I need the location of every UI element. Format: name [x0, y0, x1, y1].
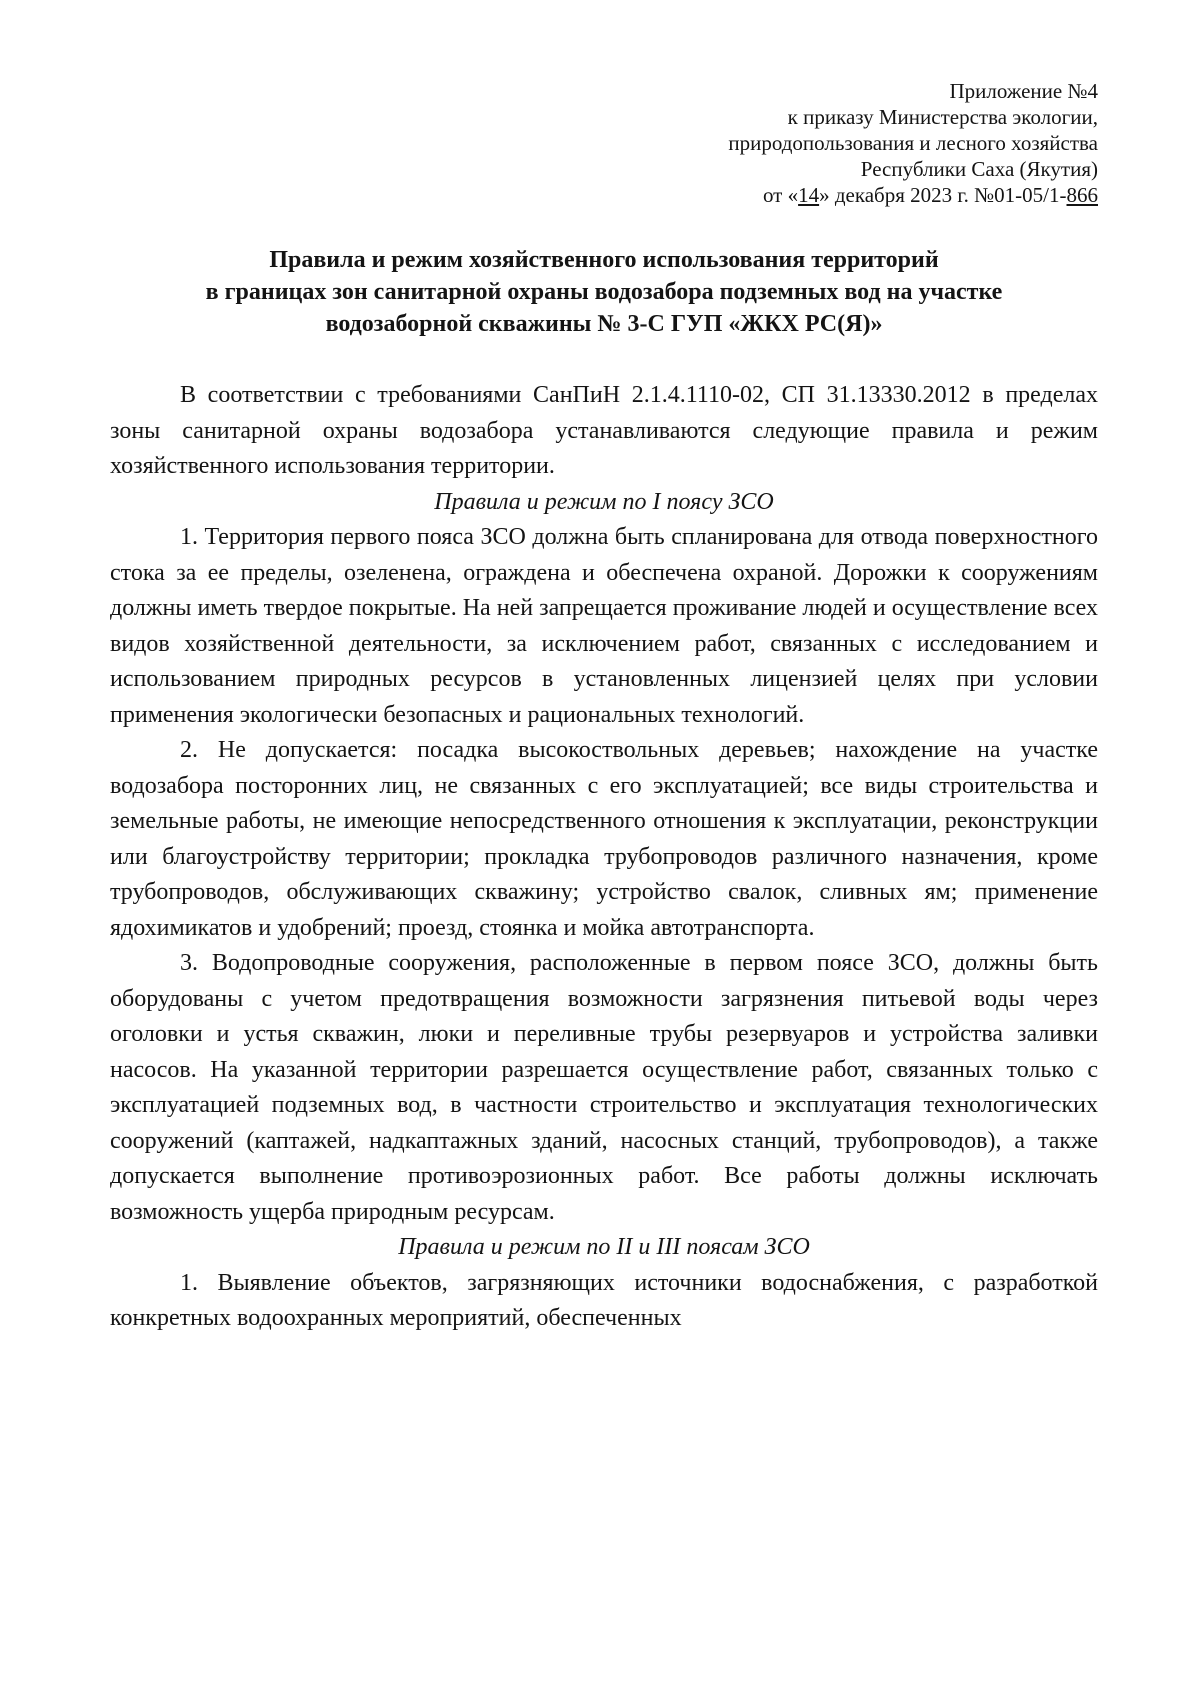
appendix-republic: Республики Саха (Якутия) [860, 157, 1098, 181]
appendix-number: Приложение №4 [949, 79, 1098, 103]
section-2-heading: Правила и режим по II и III поясам ЗСО [398, 1234, 810, 1260]
appendix-ministry: природопользования и лесного хозяйства [728, 131, 1098, 155]
title-line-1: Правила и режим хозяйственного использования территорий [269, 247, 939, 273]
title-line-3: водозаборной скважины № 3-С ГУП «ЖКХ РС(Я)» [325, 311, 883, 337]
date-middle: » декабря 2023 г. №01-05/1- [819, 183, 1067, 207]
document-title [110, 244, 1098, 340]
document-page [110, 78, 1098, 1337]
appendix-order-ref: к приказу Министерства экологии, [787, 105, 1098, 129]
section-1-item-3: 3. Водопроводные сооружения, расположенные в первом поясе ЗСО, должны быть оборудованы с учетом предотвращения возможности загрязнения питьевой воды через оголовки и устья скважин, люки и переливные трубы резервуаров и устройства заливки насосов. На указанной территории разрешается осуществление работ, связанных только с эксплуатацией подземных вод, в частности строительство и эксплуатация технологических сооружений (каптажей, надкаптажных зданий, насосных станций, трубопроводов), а также допускается выполнение противоэрозионных работ. Все работы должны исключать возможность ущерба природным ресурсам. [110, 950, 1098, 1225]
date-day: 14 [798, 183, 820, 207]
order-number: 866 [1066, 183, 1098, 207]
section-1-item-1: 1. Территория первого пояса ЗСО должна быть спланирована для отвода поверхностного стока за ее пределы, озеленена, ограждена и обеспечена охраной. Дорожки к сооружениям должны иметь твердое покрытые. На ней запрещается проживание людей и осуществление всех видов хозяйственной деятельности, за исключением работ, связанных с исследованием и использованием природных ресурсов в установленных лицензией целях при условии применения экологически безопасных и рациональных технологий. [110, 524, 1098, 728]
section-1-heading: Правила и режим по I поясу ЗСО [434, 488, 774, 515]
date-prefix: от « [762, 183, 799, 207]
section-2-item-1 [110, 1266, 1098, 1337]
document-body [110, 378, 1098, 1337]
appendix-header [110, 78, 1098, 208]
section-2-item-1-line-2: разработкой конкретных водоохранных мероприятий, обеспеченных [110, 1269, 1099, 1331]
intro-paragraph: В соответствии с требованиями СанПиН 2.1.4.1110-02, СП 31.13330.2012 в пределах зоны санитарной охраны водозабора устанавливаются следующие правила и режим хозяйственного использования территории. [110, 382, 1098, 479]
appendix-date-line [110, 182, 1098, 208]
title-line-2: в границах зон санитарной охраны водозабора подземных вод на участке [205, 279, 1003, 305]
section-1-item-2: 2. Не допускается: посадка высокоствольных деревьев; нахождение на участке водозабора посторонних лиц, не связанных с его эксплуатацией; все виды строительства и земельные работы, не имеющие непосредственного отношения к эксплуатации, реконструкции или благоустройству территории; прокладка трубопроводов различного назначения, кроме трубопроводов, обслуживающих скважину; устройство свалок, сливных ям; применение ядохимикатов и удобрений; проезд, стоянка и мойка автотранспорта. [110, 737, 1098, 941]
section-2-item-1-line-1: 1. Выявление объектов, загрязняющих источники водоснабжения, с [180, 1269, 955, 1296]
